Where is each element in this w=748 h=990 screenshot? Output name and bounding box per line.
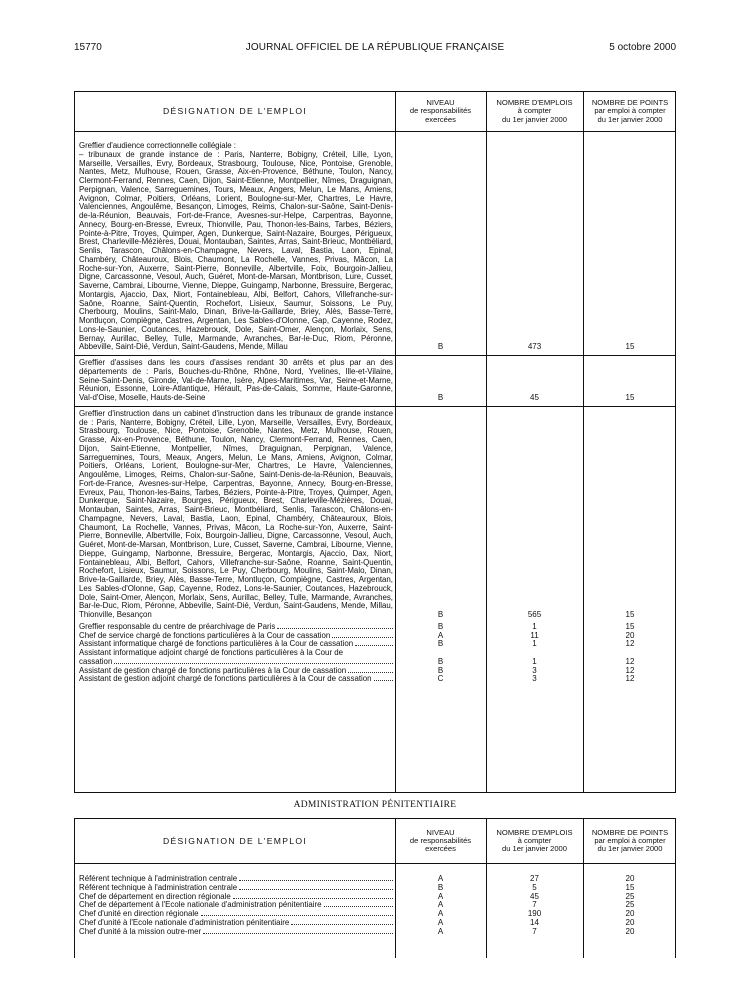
header-nombre-points: NOMBRE DE POINTS par emploi à compter du 1er janvier 2000: [591, 827, 669, 854]
table-body: [75, 132, 675, 684]
emplois-table-greffes: [74, 91, 676, 793]
dot-leader: [114, 663, 393, 664]
row-points: 15: [625, 610, 635, 619]
row-niveau: A: [437, 630, 444, 640]
row-points: 12: [625, 656, 635, 666]
row-text: Chef de département à l'Ecole nationale d'administration pénitentiaire: [79, 900, 322, 910]
row-emplois: 3: [532, 665, 537, 675]
row-points: 25: [625, 900, 635, 910]
row-text: Chef d'unité en direction régionale: [79, 909, 199, 918]
row-emplois: 7: [532, 900, 537, 910]
table-row: [75, 649, 675, 667]
table-row: [75, 675, 675, 684]
row-text: Assistant de gestion adjoint chargé de fonctions particulières à la Cour de cassation: [79, 674, 372, 684]
row-emplois: 1: [532, 621, 537, 631]
row-text: Greffier responsable du centre de préarchivage de Paris: [79, 621, 276, 631]
table-row: [75, 132, 675, 352]
row-points: 25: [625, 891, 635, 901]
table-header: [75, 819, 675, 864]
row-niveau: A: [437, 891, 444, 901]
row-niveau: B: [437, 393, 444, 402]
row-text: – tribunaux de grande instance de : Paris, Nanterre, Bobigny, Créteil, Lille, Lyon, Marseille, Versailles, Evry, Bordeaux, Strasbourg, Toulouse, Nice, Pontoise, Grenoble, Nantes, Metz, Mulhouse, Rouen, Grasse, Aix-en-Provence, Béthune, Toulon, Nancy, Clermont-Ferrand, Rennes, Caen, Dijon, Saint-Etienne, Montpellier, Nîmes, Draguignan, Perpignan, Valence, Sarreguemines, Tours, Meaux, Angers, Melun, Le Mans, Amiens, Avignon, Colmar, Poitiers, Orléans, Lorient, Boulogne-sur-Mer, Chartres, Le Havre, Valenciennes, Angoulême, Besançon, Limoges, Reims, Chalon-sur-Saône, Saint-Denis-de-la-Réunion, Beauvais, Fort-de-France, Avesnes-sur-Helpe, Carpentras, Bayonne, Annecy, Bourg-en-Bresse, Evreux, Thionville, Pau, Thonon-les-Bains, Tarbes, Béziers, Pointe-à-Pitre, Troyes, Quimper, Agen, Dunkerque, Saint-Nazaire, Bourges, Périgueux, Brest, Charleville-Mézières, Douai, Montauban, Saintes, Arras, Saint-Brieuc, Montbéliard, Senlis, Tarascon, Châlons-en-Champagne, Nevers, Laval, Bastia, Laon, Epinal, Chambéry, Châteauroux, Blois, Chaumont, La Rochelle, Vannes, Privas, Mâcon, La Roche-sur-Yon, Auxerre, Saint-Pierre, Bonneville, Albertville, Foix, Bourgoin-Jallieu, Digne, Carcassonne, Vesoul, Auch, Guéret, Mont-de-Marsan, Montbrison, Lure, Cusset, Saverne, Cambrai, Libourne, Vienne, Dieppe, Guingamp, Narbonne, Bressuire, Bergerac, Montargis, Ajaccio, Dax, Niort, Fontainebleau, Albi, Belfort, Cahors, Villefranche-sur-Saône, Roanne, Saint-Quentin, Rochefort, Lisieux, Saumur, Soissons, Le Puy, Cherbourg, Moulins, Saint-Malo, Dinan, Brive-la-Gaillarde, Briey, Alès, Basse-Terre, Montluçon, Compiègne, Castres, Argentan, Les Sables-d'Olonne, Gap, Cayenne, Rodez, Lons-le-Saunier, Coutances, Hazebrouck, Dole, Saint-Omer, Alençon, Morlaix, Sens, Bernay, Aurillac, Belley, Tulle, Marmande, Avranches, Bar-le-Duc, Riom, Péronne, Abbeville, Saint-Dié, Verdun, Saint-Gaudens, Mende, Millau: [79, 149, 393, 352]
row-emplois: 3: [532, 674, 537, 684]
row-points: 20: [625, 926, 635, 936]
header-nombre-emplois: NOMBRE D'EMPLOIS à compter du 1er janvier 2000: [496, 827, 573, 854]
row-niveau: B: [437, 610, 444, 619]
row-text: Greffier d'assises dans les cours d'assises rendant 30 arrêts et plus par an des départements de : Paris, Bouches-du-Rhône, Rhône, Nord, Yvelines, Ille-et-Vilaine, Seine-Saint-Denis, Gironde, Val-de-Marne, Isère, Alpes-Maritimes, Var, Seine-et-Marne, Réunion, Essonne, Loire-Atlantique, Hérault, Pas-de-Calais, Somme, Haute-Garonne, Val-d'Oise, Moselle, Hauts-de-Seine: [79, 358, 393, 402]
row-niveau: B: [437, 882, 444, 892]
row-emplois: 5: [532, 882, 537, 892]
emplois-table-penitentiaire: [74, 818, 676, 958]
row-emplois: 7: [532, 926, 537, 936]
header-nombre-emplois: NOMBRE D'EMPLOIS à compter du 1er janvier 2000: [496, 98, 573, 124]
dot-leader: [374, 680, 393, 681]
row-text: Chef d'unité à l'Ecole nationale d'administration pénitentiaire: [79, 917, 290, 927]
row-text: Chef de département en direction régionale: [79, 891, 231, 901]
row-lead: Greffier d'audience correctionnelle collégiale :: [79, 141, 236, 150]
row-niveau: A: [437, 874, 444, 883]
table-row: [75, 355, 675, 403]
row-niveau: B: [437, 639, 444, 649]
row-points: 12: [625, 674, 635, 684]
row-niveau: B: [437, 656, 444, 666]
row-emplois: 27: [530, 874, 539, 883]
table-body: [75, 864, 675, 936]
row-text: Assistant de gestion chargé de fonctions particulières à la Cour de cassation: [79, 665, 347, 675]
row-emplois: 45: [530, 393, 539, 402]
table-row: [75, 928, 675, 937]
dot-leader: [348, 672, 393, 673]
dot-leader: [355, 645, 393, 646]
row-points: 15: [625, 621, 635, 631]
row-points: 20: [625, 874, 635, 883]
dot-leader: [201, 915, 393, 916]
row-emplois: 565: [527, 610, 542, 619]
dot-leader: [291, 924, 393, 925]
row-emplois: 1: [532, 656, 537, 666]
row-text: Chef de service chargé de fonctions particulières à la Cour de cassation: [79, 630, 331, 640]
dot-leader: [324, 906, 393, 907]
header-designation: DÉSIGNATION DE L'EMPLOI: [162, 835, 308, 846]
page-number: 15770: [74, 42, 102, 53]
page-header: [74, 42, 676, 58]
row-emplois: 473: [527, 342, 542, 352]
row-text-continued: cassation: [79, 656, 113, 666]
table-header: [75, 92, 675, 132]
row-text: Chef d'unité à la mission outre-mer: [79, 926, 202, 936]
row-niveau: A: [437, 909, 444, 918]
section-title: ADMINISTRATION PÉNITENTIAIRE: [293, 800, 457, 810]
row-niveau: A: [437, 926, 444, 936]
row-points: 20: [625, 917, 635, 927]
row-emplois: 1: [532, 639, 537, 649]
header-nombre-points: NOMBRE DE POINTS par emploi à compter du 1er janvier 2000: [591, 98, 669, 124]
dot-leader: [239, 889, 393, 890]
row-niveau: A: [437, 900, 444, 910]
row-emplois: 11: [530, 630, 539, 640]
row-text: Référent technique à l'administration centrale: [79, 874, 238, 883]
header-niveau: NIVEAU de responsabilités exercées: [409, 827, 472, 854]
row-text: Greffier d'instruction dans un cabinet d'instruction dans les tribunaux de grande instance de : Paris, Nanterre, Bobigny, Créteil, Lille, Lyon, Marseille, Versailles, Evry, Bordeaux, Strasbourg, Toulouse, Nice, Pontoise, Grenoble, Nantes, Metz, Mulhouse, Rouen, Grasse, Aix-en-Provence, Béthune, Toulon, Nancy, Clermont-Ferrand, Rennes, Caen, Dijon, Saint-Etienne, Montpellier, Nîmes, Draguignan, Perpignan, Valence, Sarreguemines, Tours, Meaux, Angers, Melun, Le Mans, Amiens, Avignon, Colmar, Poitiers, Orléans, Lorient, Boulogne-sur-Mer, Chartres, Le Havre, Valenciennes, Angoulême, Limoges, Reims, Chalon-sur-Saône, Saint-Denis-de-la-Réunion, Beauvais, Fort-de-France, Avesnes-sur-Helpe, Carpentras, Bayonne, Annecy, Bourg-en-Bresse, Evreux, Pau, Thonon-les-Bains, Tarbes, Béziers, Pointe-à-Pitre, Troyes, Quimper, Agen, Dunkerque, Saint-Nazaire, Bourges, Périgueux, Brest, Charleville-Mézières, Douai, Montauban, Saintes, Arras, Saint-Brieuc, Montbéliard, Senlis, Tarascon, Châlons-en-Champagne, Nevers, Laval, Bastia, Laon, Epinal, Chambéry, Châteauroux, Blois, Chaumont, La Rochelle, Vannes, Privas, Mâcon, La Roche-sur-Yon, Auxerre, Saint-Pierre, Bonneville, Albertville, Foix, Bourgoin-Jallieu, Digne, Carcassonne, Vesoul, Auch, Guéret, Mont-de-Marsan, Montbrison, Lure, Cusset, Saverne, Cambrai, Libourne, Vienne, Dieppe, Guingamp, Narbonne, Bressuire, Bergerac, Montargis, Ajaccio, Dax, Niort, Fontainebleau, Albi, Belfort, Cahors, Villefranche-sur-Saône, Roanne, Saint-Quentin, Rochefort, Lisieux, Saumur, Soissons, Le Puy, Cherbourg, Moulins, Saint-Malo, Dinan, Brive-la-Gaillarde, Briey, Alès, Basse-Terre, Montluçon, Compiègne, Castres, Argentan, Les Sables-d'Olonne, Gap, Cayenne, Rodez, Lons-le-Saunier, Coutances, Hazebrouck, Dole, Saint-Omer, Alençon, Morlaix, Sens, Aurillac, Belley, Tulle, Marmande, Avranches, Bar-le-Duc, Riom, Péronne, Abbeville, Saint-Dié, Verdun, Saint-Gaudens, Mende, Millau, Thionville, Besançon: [79, 408, 393, 619]
row-emplois: 45: [530, 891, 539, 901]
dot-leader: [233, 898, 393, 899]
row-designation: [75, 142, 393, 352]
row-points: 20: [625, 909, 635, 918]
dot-leader: [277, 628, 393, 629]
row-text: Assistant informatique adjoint chargé de fonctions particulières à la Cour de: [79, 648, 344, 657]
row-niveau: C: [437, 674, 444, 684]
publication-date: 5 octobre 2000: [609, 42, 676, 53]
row-points: 12: [625, 665, 635, 675]
dot-leader: [332, 637, 393, 638]
row-points: 15: [625, 882, 635, 892]
row-text: Assistant informatique chargé de fonctions particulières à la Cour de cassation: [79, 639, 354, 649]
row-points: 12: [625, 639, 635, 649]
row-emplois: 190: [527, 909, 542, 918]
row-niveau: A: [437, 917, 444, 927]
journal-title: JOURNAL OFFICIEL DE LA RÉPUBLIQUE FRANÇAISE: [245, 42, 505, 53]
row-niveau: B: [437, 342, 444, 352]
dot-leader: [203, 933, 393, 934]
table-row: [75, 406, 675, 620]
row-emplois: 14: [530, 917, 539, 927]
row-points: 15: [625, 393, 635, 402]
row-niveau: B: [437, 665, 444, 675]
header-niveau: NIVEAU de responsabilités exercées: [409, 98, 472, 124]
row-points: 15: [625, 342, 635, 352]
row-points: 20: [625, 630, 635, 640]
header-designation: DÉSIGNATION DE L'EMPLOI: [162, 106, 308, 117]
row-text: Référent technique à l'administration centrale: [79, 882, 238, 892]
row-niveau: B: [437, 621, 444, 631]
dot-leader: [239, 880, 393, 881]
